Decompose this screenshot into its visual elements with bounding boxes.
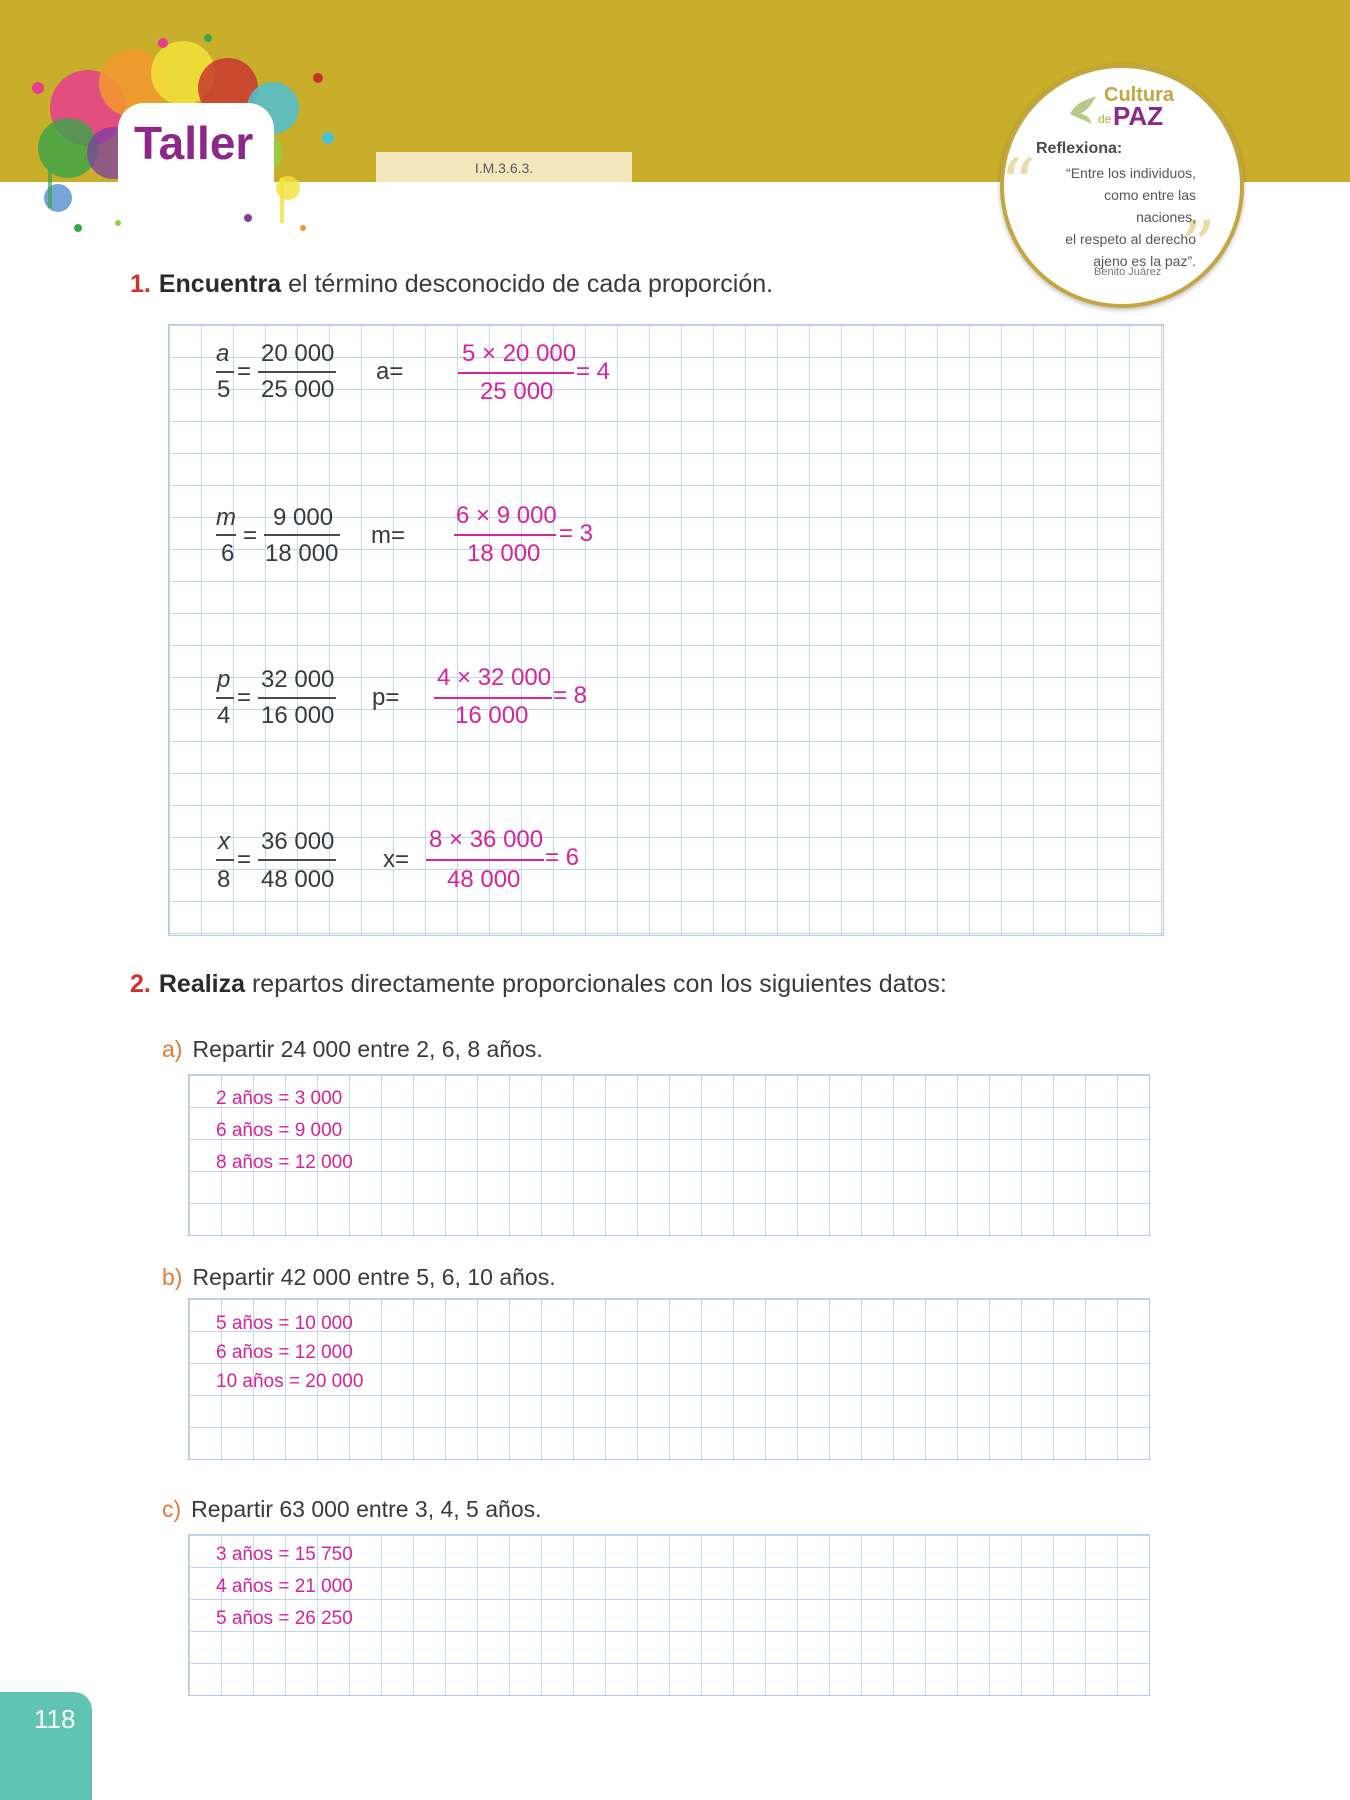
- fraction-bar: [216, 859, 234, 861]
- answer-fraction-bar: [458, 372, 574, 374]
- dove-icon: [1066, 92, 1102, 126]
- open-quote-icon: “: [1000, 144, 1036, 226]
- fraction-bar: [258, 697, 336, 699]
- allocation-line: 3 años = 15 750: [216, 1544, 353, 1565]
- question-2-heading: 2. Realiza repartos directamente proporcionales con los siguientes datos:: [130, 970, 947, 998]
- allocation-line: 8 años = 12 000: [216, 1152, 353, 1173]
- curriculum-code: I.M.3.6.3.: [376, 152, 632, 182]
- peace-paz-label: PAZ: [1113, 101, 1164, 131]
- peace-quote: “Entre los individuos, como entre las naciones, el respeto al derecho ajeno es la paz”.: [1065, 165, 1196, 269]
- peace-de-label: de: [1098, 112, 1112, 126]
- ratio-numerator: 36 000: [261, 828, 335, 855]
- fraction-bar: [216, 697, 234, 699]
- ratio-denominator: 18 000: [265, 540, 339, 567]
- proportion-var: p: [217, 666, 231, 693]
- proportion-den: 5: [217, 376, 231, 403]
- answer-numerator: 4 × 32 000: [437, 664, 552, 691]
- answer-result: = 4: [576, 358, 611, 385]
- ratio-denominator: 25 000: [261, 376, 335, 403]
- allocation-line: 10 años = 20 000: [216, 1371, 364, 1392]
- equals-sign: =: [237, 684, 252, 711]
- answer-denominator: 48 000: [447, 866, 521, 893]
- fraction-bar: [258, 859, 336, 861]
- answer-numerator: 6 × 9 000: [456, 502, 557, 529]
- ratio-numerator: 20 000: [261, 340, 335, 367]
- answer-denominator: 25 000: [480, 378, 554, 405]
- part-b-heading: b) Repartir 42 000 entre 5, 6, 10 años.: [162, 1264, 556, 1290]
- proportion-den: 6: [221, 540, 235, 567]
- proportion-den: 8: [217, 866, 231, 893]
- allocation-line: 4 años = 21 000: [216, 1576, 353, 1597]
- quote-author: Benito Juárez: [1094, 266, 1162, 278]
- answer-result: = 3: [559, 520, 594, 547]
- peace-cultura-label: Cultura: [1104, 84, 1174, 106]
- answer-numerator: 8 × 36 000: [429, 826, 544, 853]
- allocation-line: 5 años = 26 250: [216, 1608, 353, 1629]
- page-title: Taller: [134, 117, 254, 169]
- unknown-label: a=: [376, 358, 404, 385]
- unknown-label: m=: [371, 522, 406, 549]
- answer-fraction-bar: [434, 697, 552, 699]
- part-c-heading: c) Repartir 63 000 entre 3, 4, 5 años.: [162, 1496, 542, 1522]
- allocation-line: 2 años = 3 000: [216, 1088, 343, 1109]
- unknown-label: x=: [383, 846, 410, 873]
- answer-result: = 6: [545, 844, 580, 871]
- fraction-bar: [264, 534, 340, 536]
- page-number: 118: [34, 1704, 76, 1734]
- reflect-label: Reflexiona:: [1036, 140, 1123, 157]
- ratio-numerator: 9 000: [273, 504, 334, 531]
- equals-sign: =: [237, 358, 252, 385]
- answer-denominator: 16 000: [455, 702, 529, 729]
- fraction-bar: [216, 371, 234, 373]
- equals-sign: =: [237, 846, 252, 873]
- allocation-line: 6 años = 12 000: [216, 1342, 353, 1363]
- answer-fraction-bar: [426, 859, 544, 861]
- equals-sign: =: [243, 522, 258, 549]
- fraction-bar: [216, 534, 236, 536]
- answer-denominator: 18 000: [467, 540, 541, 567]
- close-quote-icon: ”: [1180, 206, 1216, 288]
- proportion-var: x: [218, 828, 230, 855]
- allocation-line: 5 años = 10 000: [216, 1313, 353, 1334]
- answer-numerator: 5 × 20 000: [462, 340, 577, 367]
- part-a-heading: a) Repartir 24 000 entre 2, 6, 8 años.: [162, 1036, 543, 1062]
- ratio-denominator: 48 000: [261, 866, 335, 893]
- proportion-var: a: [216, 340, 230, 367]
- ratio-denominator: 16 000: [261, 702, 335, 729]
- proportion-den: 4: [217, 702, 231, 729]
- answer-result: = 8: [553, 682, 588, 709]
- question-1-heading: 1. Encuentra el término desconocido de cada proporción.: [130, 270, 774, 298]
- answer-fraction-bar: [454, 534, 556, 536]
- allocation-line: 6 años = 9 000: [216, 1120, 343, 1141]
- unknown-label: p=: [372, 684, 400, 711]
- proportion-var: m: [216, 504, 236, 531]
- ratio-numerator: 32 000: [261, 666, 335, 693]
- fraction-bar: [258, 371, 336, 373]
